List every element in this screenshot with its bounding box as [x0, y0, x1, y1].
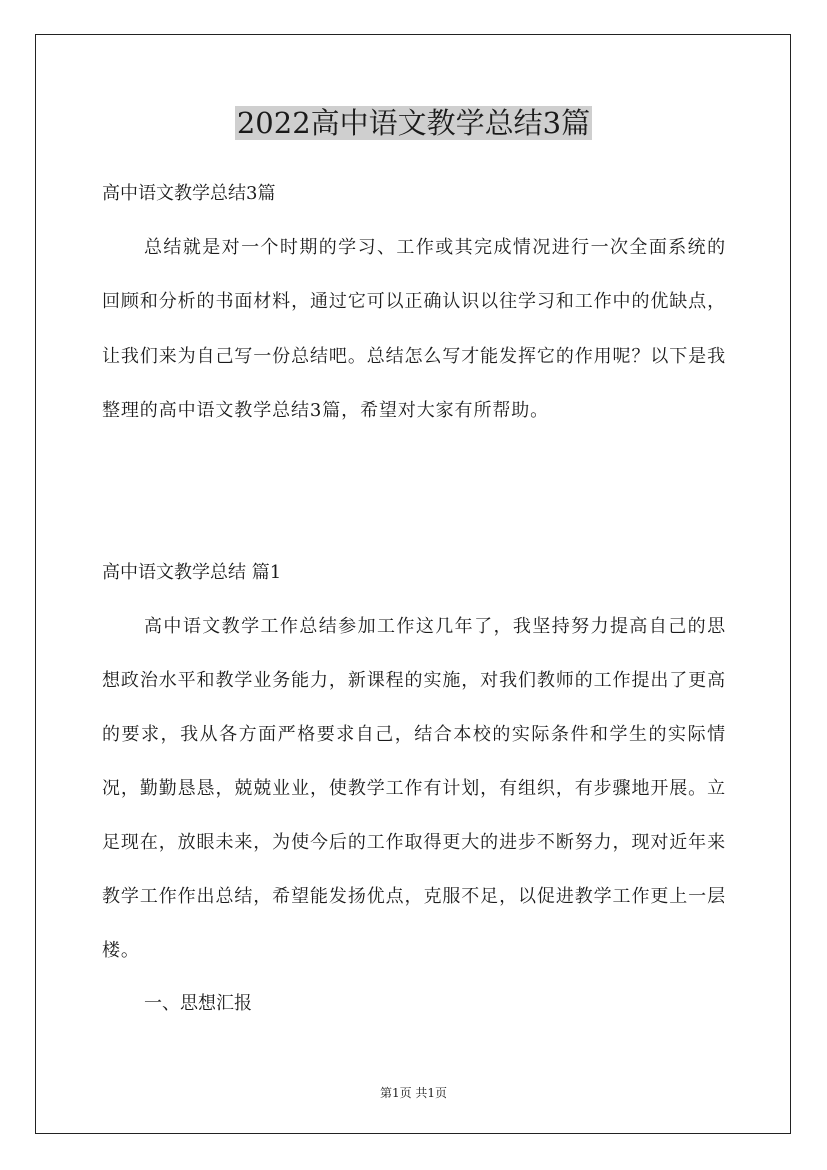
document-subtitle: 高中语文教学总结3篇	[102, 183, 276, 204]
subsection-heading: 一、思想汇报	[144, 993, 252, 1014]
intro-paragraph: 总结就是对一个时期的学习、工作或其完成情况进行一次全面系统的回顾和分析的书面材料，通过它可以正确认识以往学习和工作中的优缺点，让我们来为自己写一份总结吧。总结怎么写才能发挥它的作用呢？以下是我整理的高中语文教学总结3篇，希望对大家有所帮助。	[102, 237, 726, 421]
page-footer: 第1页 共1页	[379, 1086, 448, 1100]
section-body-paragraph: 高中语文教学工作总结参加工作这几年了，我坚持努力提高自己的思想政治水平和教学业务能力，新课程的实施，对我们教师的工作提出了更高的要求，我从各方面严格要求自己，结合本校的实际条件和学生的实际情况，勤勤恳恳，兢兢业业，使教学工作有计划，有组织，有步骤地开展。立足现在，放眼未来，为使今后的工作取得更大的进步不断努力，现对近年来教学工作作出总结，希望能发扬优点，克服不足，以促进教学工作更上一层楼。	[102, 616, 726, 961]
document-title	[0, 101, 827, 145]
section-heading: 高中语文教学总结 篇1	[102, 562, 282, 583]
document-title-text: 2022高中语文教学总结3篇	[236, 106, 591, 140]
